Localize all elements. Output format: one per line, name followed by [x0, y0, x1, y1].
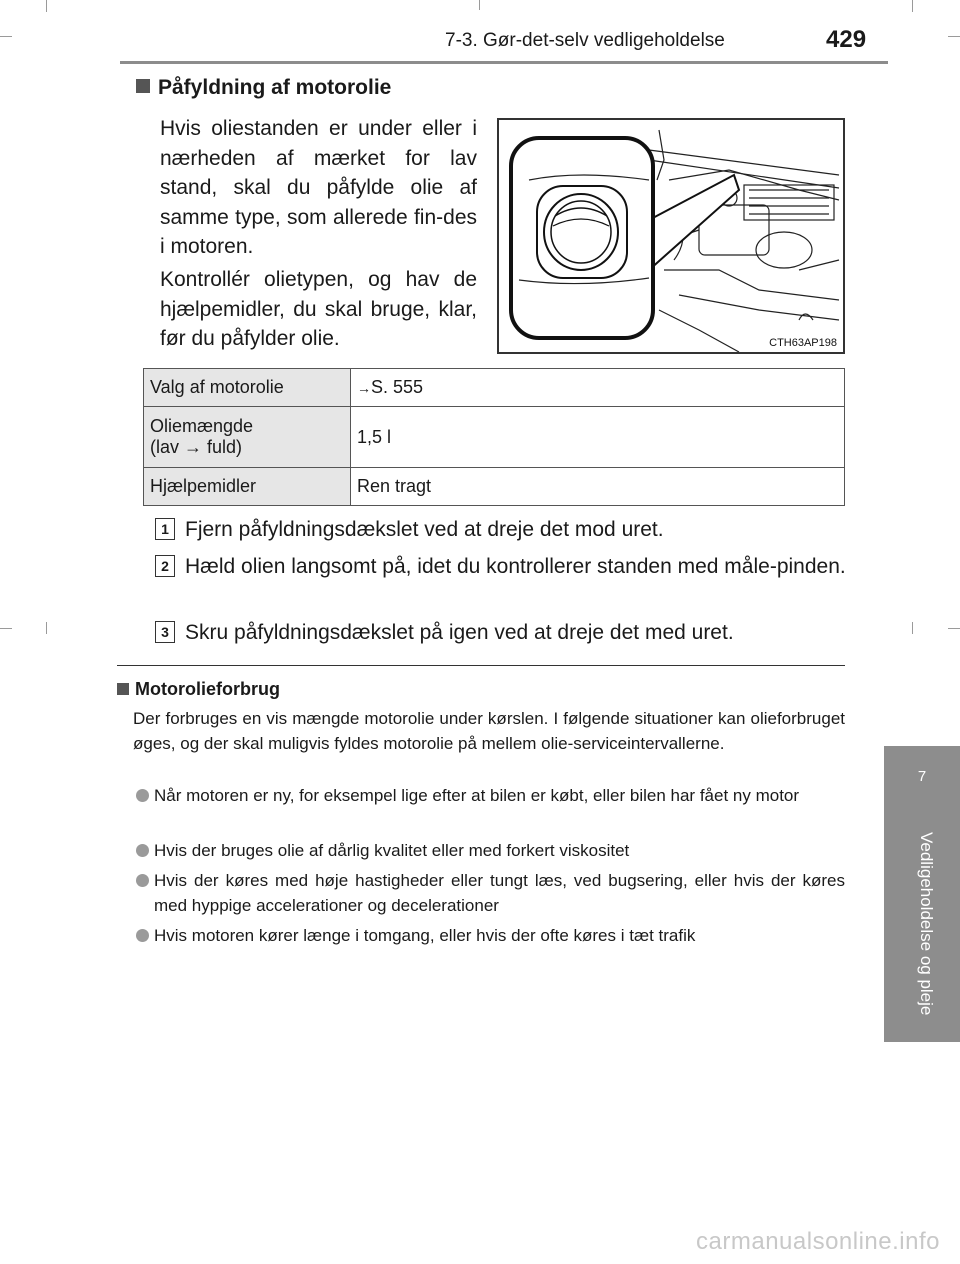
crop-mark: [0, 628, 12, 629]
chapter-tab-number: 7: [917, 768, 927, 785]
arrow-icon: →: [357, 380, 371, 396]
table-label: Hjælpemidler: [144, 468, 351, 506]
step-text: Skru påfyldningsdækslet på igen ved at dreje det med uret.: [185, 621, 734, 644]
step-number: 3: [155, 621, 175, 643]
square-bullet-icon: [136, 79, 150, 93]
engine-bay-drawing: [499, 120, 843, 352]
page-reference: S. 555: [371, 377, 424, 397]
subsection-heading: [117, 679, 280, 700]
table-label: Valg af motorolie: [144, 369, 351, 407]
step-text: Hæld olien langsomt på, idet du kontrollerer standen med måle-pinden.: [185, 555, 846, 578]
list-item-text: Hvis motoren kører længe i tomgang, eller hvis der ofte køres i tæt trafik: [154, 926, 696, 945]
list-item: [136, 923, 845, 948]
table-row: [144, 468, 845, 506]
crop-mark: [0, 36, 12, 37]
list-item: [136, 783, 845, 808]
table-label: [144, 407, 351, 468]
oil-spec-table: [143, 368, 845, 506]
list-item: [136, 838, 845, 863]
step-number: 1: [155, 518, 175, 540]
table-label-line: (lav → fuld): [150, 437, 243, 457]
crop-mark: [479, 0, 480, 10]
table-row: [144, 369, 845, 407]
list-item-text: Hvis der køres med høje hastigheder eller tungt læs, ved bugsering, eller hvis der køres med hyppige accelerationer og decelerationer: [154, 871, 845, 915]
table-value: 1,5 l: [351, 407, 845, 468]
crop-mark: [46, 0, 47, 12]
paragraph: Der forbruges en vis mængde motorolie under kørslen. I følgende situationer kan olieforbruget øges, og der skal muligvis fyldes motorolie på mellem olie-serviceintervallerne.: [133, 709, 845, 753]
bullet-dot-icon: [136, 789, 149, 802]
subsection-heading-text: Motorolieforbrug: [135, 679, 280, 699]
step-text: Fjern påfyldningsdækslet ved at dreje det mod uret.: [185, 518, 664, 541]
header-rule: [120, 61, 888, 64]
section-heading: [136, 76, 391, 100]
watermark: carmanualsonline.info: [696, 1228, 940, 1255]
bullet-dot-icon: [136, 929, 149, 942]
table-value: [351, 369, 845, 407]
running-header-section: 7-3. Gør-det-selv vedligeholdelse: [445, 30, 725, 51]
bullet-dot-icon: [136, 844, 149, 857]
section-heading-text: Påfyldning af motorolie: [158, 76, 392, 99]
page-number: 429: [826, 26, 867, 53]
chapter-tab-label: Vedligeholdelse og pleje: [917, 832, 936, 1016]
table-label-line: Oliemængde: [150, 416, 254, 436]
crop-mark: [912, 0, 913, 12]
paragraph: Kontrollér olietypen, og hav de hjælpemidler, du skal bruge, klar, før du påfylder olie.: [160, 268, 477, 350]
section-divider: [117, 665, 845, 666]
step-number: 2: [155, 555, 175, 577]
crop-mark: [46, 622, 47, 634]
bullet-dot-icon: [136, 874, 149, 887]
table-value: Ren tragt: [351, 468, 845, 506]
engine-illustration: [497, 118, 845, 354]
crop-mark: [948, 36, 960, 37]
crop-mark: [912, 622, 913, 634]
list-item: [136, 868, 845, 918]
paragraph: Hvis oliestanden er under eller i nærheden af mærket for lav stand, skal du påfylde olie af samme type, som allerede fin-des i motoren.: [160, 117, 477, 258]
illustration-code: CTH63AP198: [769, 337, 837, 349]
table-row: [144, 407, 845, 468]
square-bullet-icon: [117, 683, 129, 695]
crop-mark: [948, 628, 960, 629]
list-item-text: Når motoren er ny, for eksempel lige efter at bilen er købt, eller bilen har fået ny motor: [154, 786, 800, 805]
list-item-text: Hvis der bruges olie af dårlig kvalitet eller med forkert viskositet: [154, 841, 630, 860]
